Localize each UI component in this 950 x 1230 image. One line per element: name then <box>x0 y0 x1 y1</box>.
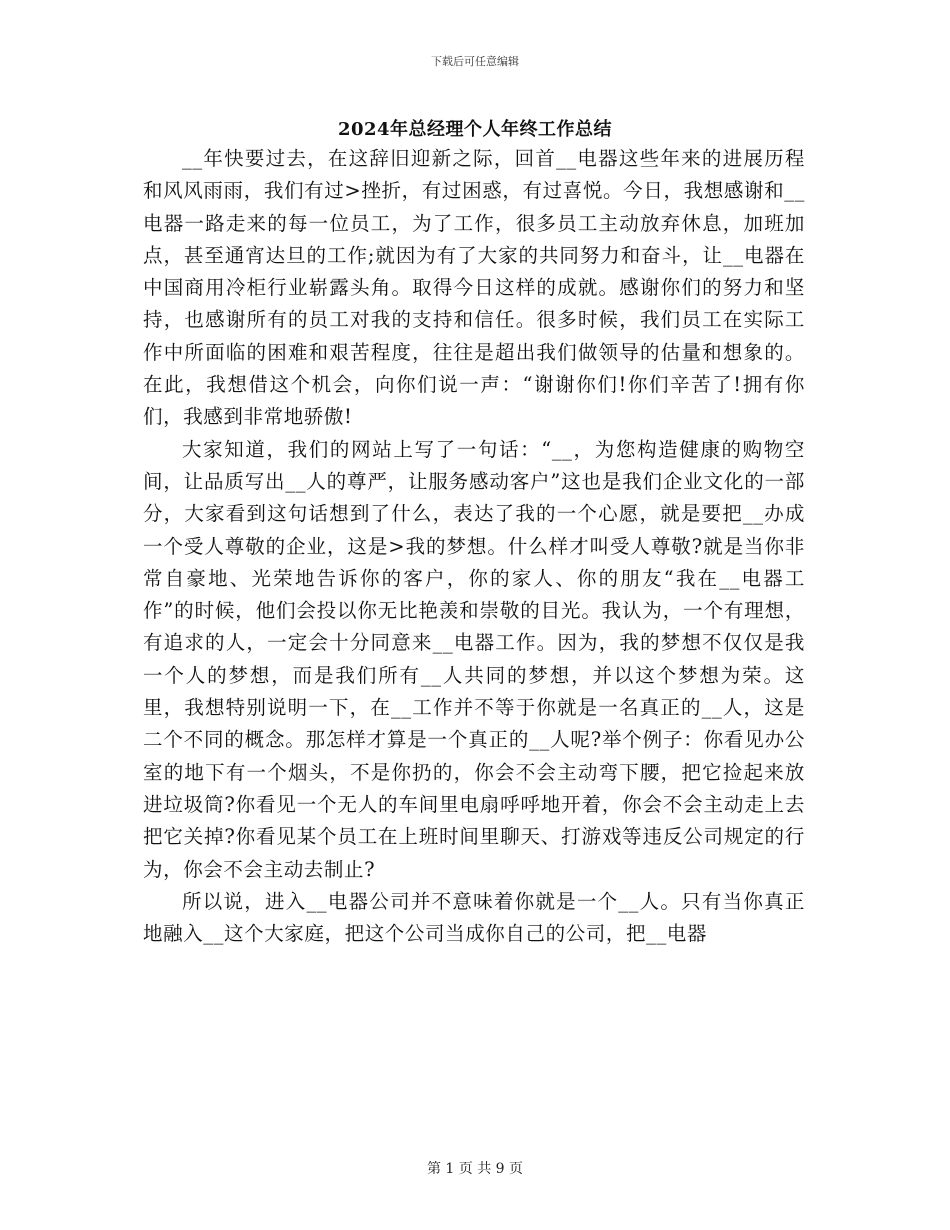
paragraph-3: 所以说，进入__电器公司并不意味着你就是一个__人。只有当你真正地融入__这个大家庭，把这个公司当成你自己的公司，把__电器 <box>143 889 805 946</box>
page-number: 第 1 页 共 9 页 <box>426 1161 524 1177</box>
paragraph-2: 大家知道，我们的网站上写了一句话：“__，为您构造健康的购物空间，让品质写出__人的尊严，让服务感动客户”这也是我们企业文化的一部分，大家看到这句话想到了什么，表达了我的一个心愿，就是要把__办成一个受人尊敬的企业，这是>我的梦想。什么样才叫受人尊敬?就是当你非常自豪地、光荣地告诉你的客户，你的家人、你的朋友“我在__电器工作”的时候，他们会投以你无比艳羡和崇敬的目光。我认为，一个有理想，有追求的人，一定会十分同意来__电器工作。因为，我的梦想不仅仅是我一个人的梦想，而是我们所有__人共同的梦想，并以这个梦想为荣。这里，我想特别说明一下，在__工作并不等于你就是一名真正的__人，这是二个不同的概念。那怎样才算是一个真正的__人呢?举个例子：你看见办公室的地下有一个烟头，不是你扔的，你会不会主动弯下腰，把它捡起来放进垃圾筒?你看见一个无人的车间里电扇呼呼地开着，你会不会主动走上去把它关掉?你看见某个员工在上班时间里聊天、打游戏等违反公司规定的行为，你会不会主动去制止? <box>143 437 805 881</box>
paragraph-1: __年快要过去，在这辞旧迎新之际，回首__电器这些年来的进展历程和风风雨雨，我们有过>挫折，有过困惑，有过喜悦。今日，我想感谢和__电器一路走来的每一位员工，为了工作，很多员工主动放弃休息，加班加点，甚至通宵达旦的工作;就因为有了大家的共同努力和奋斗，让__电器在中国商用冷柜行业崭露头角。取得今日这样的成就。感谢你们的努力和坚持，也感谢所有的员工对我的支持和信任。很多时候，我们员工在实际工作中所面临的困难和艰苦程度，往往是超出我们做领导的估量和想象的。在此，我想借这个机会，向你们说一声：“谢谢你们!你们辛苦了!拥有你们，我感到非常地骄傲! <box>143 147 805 429</box>
document-body <box>143 143 805 950</box>
document-title: 2024年总经理个人年终工作总结 <box>337 119 613 140</box>
page-header-note: 下载后可任意编辑 <box>431 55 519 68</box>
